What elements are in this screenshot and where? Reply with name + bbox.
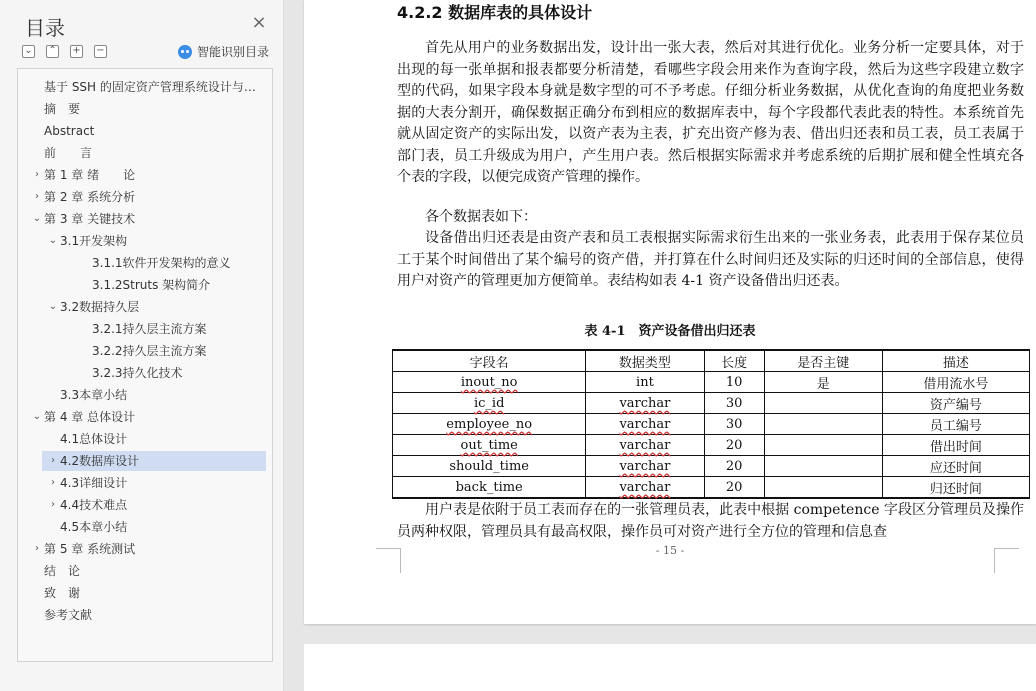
cell-text: 员工编号 [929,418,982,434]
toc-sidebar [0,0,284,691]
cell-text: varchar [619,479,671,495]
cell-text: 资产编号 [929,397,982,413]
section-heading: 4.2.2 数据库表的具体设计 [397,3,593,22]
toc-item-label: 参考文献 [44,608,93,622]
table-caption: 表 4-1 资产设备借出归还表 [584,324,756,339]
chevron-down-icon[interactable]: ⌄ [48,301,58,312]
table-cell [704,435,764,456]
robot-icon [178,45,192,59]
table-cell [882,414,1029,435]
toc-item-label: 3.1.1软件开发架构的意义 [92,256,231,270]
cell-text: varchar [619,416,671,432]
table-cell [393,414,586,435]
cell-text: 归还时间 [929,481,982,497]
toc-item-label: 第 3 章 关键技术 [44,212,136,226]
toc-item[interactable] [18,231,272,251]
next-page [304,644,1036,691]
table-cell [393,477,586,499]
toc-item-label: 前 言 [44,146,93,160]
cell-text: back_time [455,479,523,495]
toc-item[interactable] [18,385,272,405]
remove-heading-button[interactable]: − [94,45,107,58]
toc-item[interactable] [42,451,266,471]
toc-item[interactable] [18,187,272,207]
collapse-all-button[interactable]: ⌄ [22,45,35,58]
table-cell [586,477,704,499]
table-cell [882,393,1029,414]
table-cell [764,414,882,435]
toc-item-label: 摘 要 [44,102,81,116]
toc-item-label: 结 论 [44,564,81,578]
table-cell [764,477,882,499]
cell-text: 借用流水号 [923,376,989,392]
table-cell [393,372,586,393]
toc-item-label: 致 谢 [44,586,81,600]
cell-text: 20 [725,437,743,453]
toc-item[interactable] [18,517,272,537]
paragraph-2: 各个数据表如下： [425,209,537,225]
toc-item-label: 3.2.2持久层主流方案 [92,344,207,358]
table-cell [764,456,882,477]
cell-text: 30 [725,395,743,411]
chevron-right-icon[interactable]: › [51,455,55,466]
toc-item-label: 第 2 章 系统分析 [44,190,136,204]
toc-item-label: 3.1.2Struts 架构简介 [92,278,211,292]
column-header: 数据类型 [586,350,704,372]
toc-item[interactable] [18,297,272,317]
cell-text: varchar [619,395,671,411]
cell-text: int [636,374,654,390]
chevron-down-icon[interactable]: ⌄ [32,411,42,422]
toc-item-label: 3.2数据持久层 [60,300,140,314]
cell-text: 借出时间 [929,439,982,455]
table-cell [882,372,1029,393]
cell-text: out_time [460,437,518,453]
toc-item[interactable] [18,253,272,273]
table-cell [586,372,704,393]
toc-item[interactable] [18,143,272,163]
table-row [393,414,1030,435]
table-cell [764,435,882,456]
cell-text: ic_id [473,395,505,411]
table-cell [586,435,704,456]
toc-item-label: 第 5 章 系统测试 [44,542,136,556]
chevron-down-icon[interactable]: ⌄ [32,213,42,224]
table-cell [586,456,704,477]
paragraph-3: 设备借出归还表是由资产表和员工表根据实际需求衍生出来的一张业务表，此表用于保存某位员工于某个时间借出了某个编号的资产借，并打算在什么时间归还及实际的归还时间的全部信息，使得用户对资产的管理更加方便简单。表结构如表 4-1 资产设备借出归还表。 [397,230,1024,289]
chevron-right-icon[interactable]: › [35,191,39,202]
document-page [304,0,1036,624]
table-cell [764,393,882,414]
table-row [393,435,1030,456]
smart-toc-button[interactable] [178,43,269,60]
expand-level-button[interactable]: ⌃ [46,45,59,58]
chevron-right-icon[interactable]: › [51,477,55,488]
page-number: - 15 - [655,544,685,557]
table-cell [586,414,704,435]
chevron-down-icon[interactable]: ⌄ [48,235,58,246]
table-row [393,393,1030,414]
toc-item[interactable] [18,209,272,229]
table-cell [393,456,586,477]
chevron-right-icon[interactable]: › [35,543,39,554]
chevron-right-icon[interactable]: › [51,499,55,510]
paragraph-4: 用户表是依附于员工表而存在的一张管理员表，此表中根据 competence 字段区分管理员及操作员两种权限，管理员具有最高权限，操作员可对资产进行全方位的管理和信息查 [397,502,1024,540]
toc-item-label: 3.1开发架构 [60,234,128,248]
table-cell [882,435,1029,456]
table-cell [704,393,764,414]
data-table [392,349,1030,499]
toc-item[interactable] [18,473,272,493]
column-header: 描述 [882,350,1029,372]
smart-toc-label: 智能识别目录 [197,45,270,59]
toc-item[interactable] [18,495,272,515]
toc-item[interactable] [18,165,272,185]
table-cell [393,393,586,414]
cell-text: should_time [449,458,529,474]
table-cell [882,477,1029,499]
toc-item[interactable] [18,275,272,295]
table-cell [704,477,764,499]
paragraph-1: 首先从用户的业务数据出发，设计出一张大表，然后对其进行优化。业务分析一定要具体，对于出现的每一张单据和报表都要分析清楚，看哪些字段会用来作为查询字段，然后为这些字段建立数字型的代码，如果字段本身就是数字型的可不予考虑。仔细分析业务数据，从优化查询的角度把业务数据的大表分割开，确保数据正确分布到相应的数据库表中，每个字段都代表此表的特性。本系统首先就从固定资产的实际出发，以资产表为主表，扩充出资产修为表、借出归还表和员工表，员工表属于部门表，员工升级成为用户，产生用户表。然后根据实际需求并考虑系统的后期扩展和健全性填充各个表的字段，以便完成资产管理的操作。 [397,40,1024,185]
toc-item[interactable] [18,561,272,581]
table-cell [704,372,764,393]
cell-text: 20 [725,458,743,474]
toc-item[interactable] [18,583,272,603]
toc-item-label: 4.5本章小结 [60,520,128,534]
toc-item[interactable] [18,121,272,141]
table-cell [882,456,1029,477]
table-cell [704,414,764,435]
toc-item-label: 3.2.3持久化技术 [92,366,183,380]
table-header-row [393,350,1030,372]
toc-item[interactable] [18,77,272,97]
toc-item[interactable] [18,429,272,449]
toc-title: 目录 [25,16,65,40]
toc-list [17,68,273,662]
table-row [393,477,1030,499]
close-icon[interactable]: × [251,12,267,33]
table-cell [704,456,764,477]
toc-item[interactable] [18,363,272,383]
toc-item-label: 4.3详细设计 [60,476,128,490]
table-cell [764,372,882,393]
toc-item[interactable] [18,605,272,625]
column-header: 长度 [704,350,764,372]
cell-text: employee_no [446,416,533,432]
toc-item[interactable] [18,99,272,119]
toc-item-label: 第 1 章 绪 论 [44,168,136,182]
cell-text: 20 [725,479,743,495]
table-cell [586,393,704,414]
table-row [393,456,1030,477]
toc-item-label: 3.3本章小结 [60,388,128,402]
toc-item[interactable] [18,407,272,427]
toc-item-label: Abstract [44,124,95,138]
toc-item-label: 第 4 章 总体设计 [44,410,136,424]
document-viewport[interactable] [285,0,1036,691]
column-header: 是否主键 [764,350,882,372]
cell-text: varchar [619,437,671,453]
add-heading-button[interactable]: + [70,45,83,58]
toc-item[interactable] [18,341,272,361]
cell-text: inout_no [460,374,518,390]
toc-item-label: 基于 SSH 的固定资产管理系统设计与… [44,80,256,94]
toc-item-label: 4.2数据库设计 [60,454,140,468]
toc-item[interactable] [18,539,272,559]
table-row [393,372,1030,393]
column-header: 字段名 [393,350,586,372]
cell-text: 应还时间 [929,460,982,476]
chevron-right-icon[interactable]: › [35,169,39,180]
toc-item-label: 4.4技术难点 [60,498,128,512]
cell-text: 30 [725,416,743,432]
toc-item[interactable] [18,319,272,339]
toc-item-label: 3.2.1持久层主流方案 [92,322,207,336]
cell-text: 10 [725,374,743,390]
cell-text: 是 [816,376,830,392]
cell-text: varchar [619,458,671,474]
table-cell [393,435,586,456]
toc-item-label: 4.1总体设计 [60,432,128,446]
